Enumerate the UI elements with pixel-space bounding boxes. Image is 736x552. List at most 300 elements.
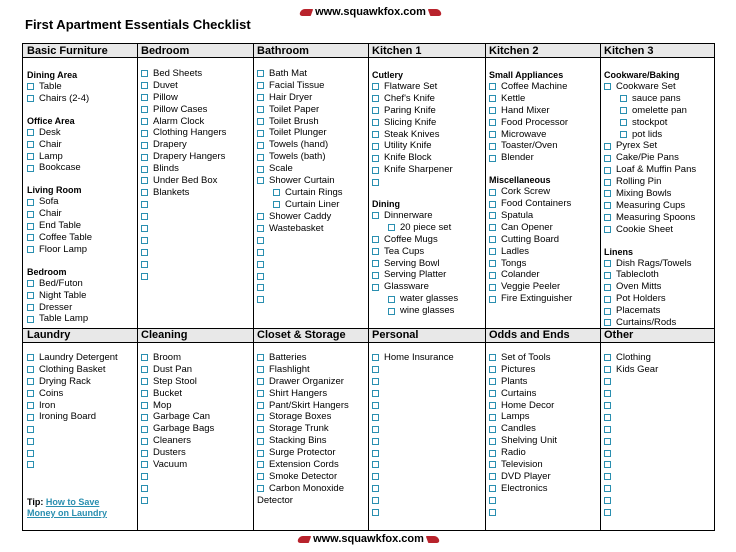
checkbox[interactable]: [141, 366, 148, 373]
item-label: Cookware Set: [616, 81, 676, 92]
checkbox[interactable]: [489, 378, 496, 385]
checkbox[interactable]: [489, 438, 496, 445]
checkbox[interactable]: [141, 154, 148, 161]
column-header: Laundry: [27, 329, 71, 341]
checkbox[interactable]: [489, 119, 496, 126]
checklist-item: [604, 364, 716, 376]
item-label: Kettle: [501, 92, 526, 104]
empty-checklist-item: [604, 435, 716, 447]
checkbox[interactable]: [489, 461, 496, 468]
empty-checklist-item: [372, 376, 485, 388]
section-title: Office Area: [27, 115, 75, 126]
empty-checklist-item: [372, 435, 485, 447]
checkbox[interactable]: [141, 414, 148, 421]
column-kitchen-1: [368, 44, 485, 317]
empty-checklist-item: [372, 471, 485, 483]
checkbox[interactable]: [489, 201, 496, 208]
empty-checklist-item: [372, 364, 485, 376]
checkbox[interactable]: [141, 106, 148, 113]
checkbox[interactable]: [257, 402, 264, 409]
checkbox[interactable]: [489, 189, 496, 196]
item-label: Kids Gear: [616, 363, 659, 375]
checklist-item: [257, 364, 368, 376]
checklist-item: [27, 302, 137, 314]
item-label: Mixing Bowls: [616, 188, 672, 200]
item-label: Under Bed Box: [153, 175, 218, 187]
checkbox[interactable]: [372, 461, 379, 468]
checkbox[interactable]: [372, 119, 379, 126]
checkbox[interactable]: [372, 272, 379, 279]
item-label: Garbage Bags: [153, 423, 215, 435]
checkbox[interactable]: [257, 461, 264, 468]
item-label: Fire Extinguisher: [501, 293, 573, 305]
checkbox[interactable]: [489, 390, 496, 397]
checkbox[interactable]: [604, 509, 611, 516]
checkbox[interactable]: [620, 107, 627, 114]
checklist-item: [489, 210, 600, 222]
item-label: Tongs: [501, 257, 527, 269]
checkbox[interactable]: [489, 95, 496, 102]
checkbox[interactable]: [27, 426, 34, 433]
checklist-item: [257, 400, 368, 412]
checkbox[interactable]: [372, 131, 379, 138]
checkbox[interactable]: [372, 438, 379, 445]
checklist-item: [604, 200, 716, 212]
checkbox[interactable]: [489, 366, 496, 373]
checkbox[interactable]: [257, 438, 264, 445]
checkbox[interactable]: [27, 280, 34, 287]
item-label: Bookcase: [39, 162, 81, 174]
checkbox[interactable]: [604, 473, 611, 480]
checkbox[interactable]: [388, 308, 395, 315]
checkbox[interactable]: [257, 225, 264, 232]
checklist-item: [604, 117, 716, 129]
checkbox[interactable]: [604, 378, 611, 385]
empty-checklist-item: [257, 270, 368, 282]
laundry-tip: [27, 497, 137, 519]
item-label: Radio: [501, 447, 526, 459]
checkbox[interactable]: [604, 485, 611, 492]
checkbox[interactable]: [604, 426, 611, 433]
checkbox[interactable]: [257, 82, 264, 89]
checklist-item: [604, 258, 716, 270]
checkbox[interactable]: [372, 95, 379, 102]
checkbox[interactable]: [27, 292, 34, 299]
checkbox[interactable]: [489, 83, 496, 90]
checkbox[interactable]: [27, 141, 34, 148]
checkbox[interactable]: [489, 497, 496, 504]
empty-checklist-item: [489, 495, 600, 507]
checkbox[interactable]: [604, 497, 611, 504]
checkbox[interactable]: [273, 201, 280, 208]
item-label: Lamps: [501, 411, 530, 423]
checkbox[interactable]: [372, 248, 379, 255]
empty-checklist-item: [372, 495, 485, 507]
checkbox[interactable]: [27, 378, 34, 385]
checklist-item: [141, 352, 253, 364]
checkbox[interactable]: [604, 319, 611, 326]
checkbox[interactable]: [257, 485, 264, 492]
checkbox[interactable]: [489, 212, 496, 219]
checkbox[interactable]: [27, 153, 34, 160]
column-header: Kitchen 3: [604, 45, 654, 57]
checkbox[interactable]: [27, 95, 34, 102]
item-label: Iron: [39, 399, 56, 411]
checkbox[interactable]: [372, 212, 379, 219]
checkbox[interactable]: [257, 296, 264, 303]
checkbox[interactable]: [372, 497, 379, 504]
checkbox[interactable]: [489, 509, 496, 516]
checkbox[interactable]: [604, 414, 611, 421]
checkbox[interactable]: [604, 83, 611, 90]
empty-checklist-item: [604, 411, 716, 423]
checklist-item: [27, 139, 137, 151]
checkbox[interactable]: [604, 179, 611, 186]
checkbox[interactable]: [141, 485, 148, 492]
checkbox[interactable]: [372, 426, 379, 433]
checkbox[interactable]: [604, 366, 611, 373]
checkbox[interactable]: [604, 167, 611, 174]
checkbox[interactable]: [604, 308, 611, 315]
checkbox[interactable]: [27, 450, 34, 457]
checkbox[interactable]: [27, 354, 34, 361]
checkbox[interactable]: [141, 426, 148, 433]
checkbox[interactable]: [27, 316, 34, 323]
checkbox[interactable]: [372, 414, 379, 421]
checkbox[interactable]: [257, 390, 264, 397]
item-label: Microwave: [501, 128, 547, 140]
checkbox[interactable]: [141, 118, 148, 125]
checkbox[interactable]: [489, 224, 496, 231]
column-header: Closet & Storage: [257, 329, 346, 341]
checkbox[interactable]: [257, 237, 264, 244]
checkbox[interactable]: [257, 284, 264, 291]
tip-link[interactable]: Money on Laundry: [27, 507, 108, 518]
item-label: Flatware Set: [384, 81, 438, 92]
checklist-item: [372, 164, 485, 176]
checklist-item: [27, 232, 137, 244]
checkbox[interactable]: [141, 261, 148, 268]
checkbox[interactable]: [372, 366, 379, 373]
checkbox[interactable]: [257, 450, 264, 457]
checkbox[interactable]: [620, 131, 627, 138]
checkbox[interactable]: [257, 213, 264, 220]
checkbox[interactable]: [604, 402, 611, 409]
checkbox[interactable]: [27, 414, 34, 421]
checkbox[interactable]: [257, 354, 264, 361]
checklist-item: [372, 93, 485, 105]
checklist-item: [27, 352, 137, 364]
item-label: Curtains/Rods: [616, 317, 677, 329]
checkbox[interactable]: [141, 70, 148, 77]
checkbox[interactable]: [257, 273, 264, 280]
checklist-item: [27, 411, 137, 423]
checkbox[interactable]: [27, 366, 34, 373]
checkbox[interactable]: [489, 284, 496, 291]
checkbox[interactable]: [141, 249, 148, 256]
item-label: Measuring Cups: [616, 199, 686, 211]
checkbox[interactable]: [257, 261, 264, 268]
checklist-item: [372, 105, 485, 117]
checkbox[interactable]: [620, 95, 627, 102]
checkbox[interactable]: [372, 179, 379, 186]
checkbox[interactable]: [489, 155, 496, 162]
checkbox[interactable]: [372, 390, 379, 397]
checkbox[interactable]: [273, 189, 280, 196]
checkbox[interactable]: [141, 130, 148, 137]
item-label: Mop: [153, 399, 172, 411]
checkbox[interactable]: [489, 131, 496, 138]
checkbox[interactable]: [141, 94, 148, 101]
checkbox[interactable]: [141, 213, 148, 220]
checkbox[interactable]: [257, 142, 264, 149]
empty-checklist-item: [257, 234, 368, 246]
checklist-item: [141, 68, 253, 80]
checkbox[interactable]: [141, 497, 148, 504]
checkbox[interactable]: [372, 236, 379, 243]
checkbox[interactable]: [141, 273, 148, 280]
tip-label: Tip:: [27, 496, 44, 507]
empty-checklist-item: [604, 483, 716, 495]
checklist-item: [141, 127, 253, 139]
checkbox[interactable]: [27, 129, 34, 136]
checkbox[interactable]: [257, 177, 264, 184]
empty-checklist-item: [141, 234, 253, 246]
checkbox[interactable]: [604, 226, 611, 233]
empty-checklist-item: [372, 400, 485, 412]
checkbox[interactable]: [141, 473, 148, 480]
checkbox[interactable]: [372, 402, 379, 409]
checkbox[interactable]: [604, 214, 611, 221]
item-label: wine glasses: [400, 305, 455, 317]
checklist-item: [604, 152, 716, 164]
checkbox[interactable]: [257, 130, 264, 137]
checkbox[interactable]: [372, 450, 379, 457]
item-label: Shelving Unit: [501, 435, 557, 447]
checkbox[interactable]: [489, 107, 496, 114]
checklist-item: [489, 293, 600, 305]
checkbox[interactable]: [388, 296, 395, 303]
checkbox[interactable]: [257, 94, 264, 101]
checklist-item: [257, 116, 368, 128]
checklist-item: [489, 364, 600, 376]
checkbox[interactable]: [257, 414, 264, 421]
checkbox[interactable]: [141, 438, 148, 445]
checkbox[interactable]: [489, 402, 496, 409]
checklist-item: [141, 80, 253, 92]
checkbox[interactable]: [489, 248, 496, 255]
checkbox[interactable]: [27, 199, 34, 206]
checkbox[interactable]: [604, 390, 611, 397]
checkbox[interactable]: [257, 366, 264, 373]
item-label: Stacking Bins: [269, 435, 327, 447]
checklist-item: [27, 244, 137, 256]
checkbox[interactable]: [27, 304, 34, 311]
item-label: pot lids: [632, 128, 663, 140]
checkbox[interactable]: [257, 378, 264, 385]
checkbox[interactable]: [604, 450, 611, 457]
checkbox[interactable]: [141, 237, 148, 244]
checkbox[interactable]: [604, 190, 611, 197]
checkbox[interactable]: [604, 260, 611, 267]
item-label: Placemats: [616, 305, 661, 317]
column-header: Bathroom: [257, 45, 309, 57]
checkbox[interactable]: [27, 165, 34, 172]
checklist-item: [141, 411, 253, 423]
checkbox[interactable]: [141, 461, 148, 468]
checklist-item: [27, 364, 137, 376]
item-label: Can Opener: [501, 221, 553, 233]
item-label: Hair Dryer: [269, 91, 313, 103]
checkbox[interactable]: [372, 143, 379, 150]
section-title: Cookware/Baking: [604, 70, 680, 80]
item-label: Home Decor: [501, 399, 555, 411]
site-url-bottom[interactable]: www.squawkfox.com: [313, 533, 424, 545]
checkbox[interactable]: [489, 426, 496, 433]
item-label: Drying Rack: [39, 375, 91, 387]
checklist-item: [257, 92, 368, 104]
checkbox[interactable]: [372, 155, 379, 162]
checklist-item: [372, 81, 485, 93]
checkbox[interactable]: [141, 82, 148, 89]
checkbox[interactable]: [372, 167, 379, 174]
checkbox[interactable]: [27, 246, 34, 253]
checklist-item: [604, 281, 716, 293]
column-kitchen-3: [600, 44, 716, 329]
site-url-top[interactable]: www.squawkfox.com: [315, 6, 426, 18]
checklist-item: [604, 140, 716, 152]
item-label: Carbon Monoxide: [269, 482, 344, 494]
checkbox[interactable]: [604, 354, 611, 361]
shoe-icon: [428, 9, 443, 16]
checkbox[interactable]: [27, 402, 34, 409]
checkbox[interactable]: [27, 438, 34, 445]
checkbox[interactable]: [257, 249, 264, 256]
checklist-item: [372, 269, 485, 281]
checkbox[interactable]: [604, 438, 611, 445]
checklist-item: [604, 164, 716, 176]
checkbox[interactable]: [27, 83, 34, 90]
checkbox[interactable]: [604, 284, 611, 291]
item-label: stockpot: [632, 116, 668, 128]
checkbox[interactable]: [604, 155, 611, 162]
checklist-item: [604, 176, 716, 188]
item-label: Paring Knife: [384, 104, 436, 116]
checkbox[interactable]: [489, 236, 496, 243]
empty-checklist-item: [604, 507, 716, 519]
checkbox[interactable]: [372, 260, 379, 267]
checkbox[interactable]: [604, 202, 611, 209]
checkbox[interactable]: [141, 189, 148, 196]
checkbox[interactable]: [257, 118, 264, 125]
item-label: Spatula: [501, 210, 534, 222]
checkbox[interactable]: [489, 450, 496, 457]
checklist-item: [372, 281, 485, 293]
checklist-item: [27, 290, 137, 302]
checklist-item: [141, 388, 253, 400]
item-label: Cookie Sheet: [616, 223, 674, 235]
checkbox[interactable]: [372, 485, 379, 492]
checkbox[interactable]: [141, 354, 148, 361]
checkbox[interactable]: [27, 461, 34, 468]
checkbox[interactable]: [257, 426, 264, 433]
checkbox[interactable]: [141, 378, 148, 385]
item-label: Desk: [39, 126, 61, 138]
checkbox[interactable]: [372, 284, 379, 291]
checkbox[interactable]: [372, 509, 379, 516]
column-laundry: [23, 328, 137, 519]
tip-link[interactable]: How to Save: [45, 496, 100, 507]
checkbox[interactable]: [604, 143, 611, 150]
checkbox[interactable]: [141, 402, 148, 409]
checkbox[interactable]: [388, 224, 395, 231]
checkbox[interactable]: [27, 223, 34, 230]
checkbox[interactable]: [141, 450, 148, 457]
checkbox[interactable]: [372, 354, 379, 361]
checkbox[interactable]: [257, 106, 264, 113]
checkbox[interactable]: [372, 473, 379, 480]
checklist-item: [489, 352, 600, 364]
item-label: 20 piece set: [400, 221, 452, 233]
column-header: Bedroom: [141, 45, 190, 57]
item-label: Duvet: [153, 79, 178, 91]
checkbox[interactable]: [141, 166, 148, 173]
item-label: Electronics: [501, 482, 548, 494]
empty-checklist-item: [141, 471, 253, 483]
column-cleaning: [137, 328, 253, 507]
item-label: Food Processor: [501, 116, 569, 128]
item-label: Glassware: [384, 281, 429, 293]
checklist-item: [141, 163, 253, 175]
checklist-item: [27, 376, 137, 388]
checkbox[interactable]: [489, 485, 496, 492]
checkbox[interactable]: [141, 390, 148, 397]
item-label: Utility Knife: [384, 140, 432, 152]
checkbox[interactable]: [27, 211, 34, 218]
checkbox[interactable]: [257, 473, 264, 480]
checkbox[interactable]: [620, 119, 627, 126]
checklist-item: [27, 81, 137, 93]
empty-checklist-item: [489, 507, 600, 519]
checkbox[interactable]: [372, 83, 379, 90]
checkbox[interactable]: [489, 473, 496, 480]
checkbox[interactable]: [489, 414, 496, 421]
checkbox[interactable]: [257, 154, 264, 161]
checkbox[interactable]: [141, 201, 148, 208]
checklist-item: [604, 188, 716, 200]
checkbox[interactable]: [257, 70, 264, 77]
checkbox[interactable]: [489, 296, 496, 303]
checkbox[interactable]: [489, 143, 496, 150]
checkbox[interactable]: [604, 296, 611, 303]
checkbox[interactable]: [141, 225, 148, 232]
checkbox[interactable]: [489, 260, 496, 267]
checkbox[interactable]: [489, 354, 496, 361]
checkbox[interactable]: [257, 166, 264, 173]
checkbox[interactable]: [372, 107, 379, 114]
empty-checklist-item: [604, 447, 716, 459]
checkbox[interactable]: [141, 177, 148, 184]
checklist-item: [141, 435, 253, 447]
checkbox[interactable]: [604, 461, 611, 468]
checkbox[interactable]: [27, 390, 34, 397]
checkbox[interactable]: [27, 234, 34, 241]
checkbox[interactable]: [604, 272, 611, 279]
checkbox[interactable]: [372, 378, 379, 385]
checkbox[interactable]: [141, 142, 148, 149]
item-label: Clothing Basket: [39, 363, 106, 375]
checkbox[interactable]: [489, 272, 496, 279]
